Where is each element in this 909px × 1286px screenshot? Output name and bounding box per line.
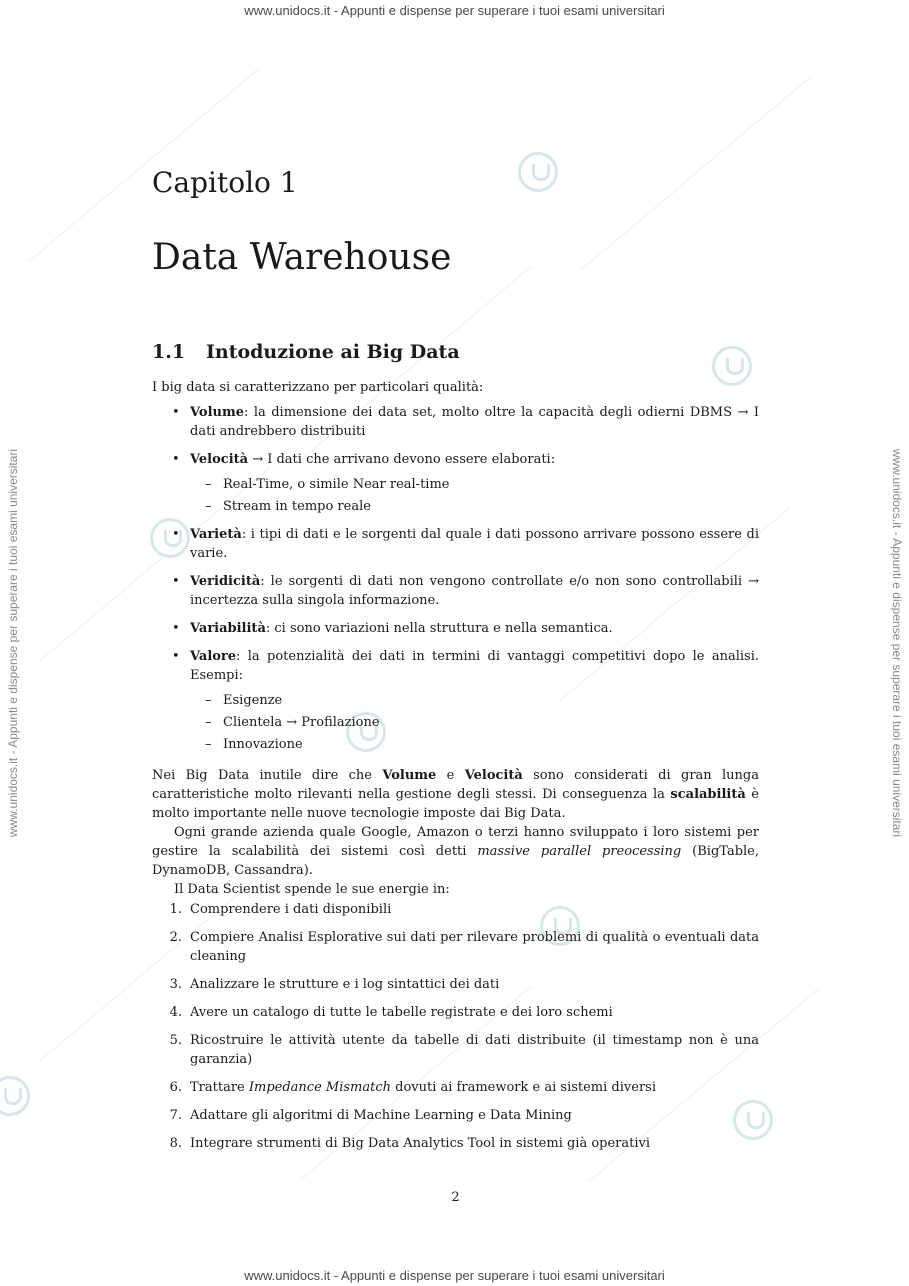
term: Volume [190,405,244,420]
body-paragraphs [152,766,759,899]
term: Variabilità [190,621,266,636]
sub-list-item: – Real-Time, o simile Near real-time [190,475,759,494]
watermark-side-left: www.unidocs.it - Appunti e dispense per superare i tuoi esami universitari [6,448,20,838]
sub-list-item: – Innovazione [190,735,759,754]
section-title: Intoduzione ai Big Data [206,341,460,363]
tasks-list-container [152,900,759,1162]
sub-list [190,691,759,754]
list-item: • Volume: la dimensione dei data set, molto oltre la capacità degli odierni DBMS → I dati andrebbero distribuiti [152,403,759,441]
watermark-logo-icon [518,152,558,192]
list-item: 7. Adattare gli algoritmi di Machine Learning e Data Mining [169,1108,572,1123]
list-item: 3. Analizzare le strutture e i log sintattici dei dati [169,977,500,992]
list-item: 4. Avere un catalogo di tutte le tabelle registrate e dei loro schemi [169,1005,613,1020]
section-heading [152,340,460,364]
intro-paragraph: I big data si caratterizzano per particolari qualità: [152,380,484,395]
term: Valore [190,649,237,664]
term: Velocità [190,452,249,467]
watermark-side-right: www.unidocs.it - Appunti e dispense per superare i tuoi esami universitari [890,448,904,838]
list-item: • Varietà: i tipi di dati e le sorgenti dal quale i dati possono arrivare possono essere di varie. [152,525,759,563]
list-item: 8. Integrare strumenti di Big Data Analytics Tool in sistemi già operativi [169,1136,651,1151]
term: Varietà [190,527,242,542]
chapter-title: Data Warehouse [152,237,452,278]
sub-list-item: – Esigenze [190,691,759,710]
chapter-label: Capitolo 1 [152,166,298,199]
qualities-list-container [152,403,759,763]
list-item: • Veridicità: le sorgenti di dati non vengono controllate e/o non sono controllabili → incertezza sulla singola informazione. [152,572,759,610]
list-item: 5. Ricostruire le attività utente da tabelle di dati distribuite (il timestamp non è una garanzia) [169,1033,759,1067]
list-item: • Variabilità: ci sono variazioni nella struttura e nella semantica. [152,619,759,638]
list-item: • Valore: la potenzialità dei dati in termini di vantaggi competitivi dopo le analisi. Esempi: – Esigenze – Clientela → Profilazione – Innovazione [152,647,759,754]
page-number: 2 [451,1190,460,1205]
watermark-logo-icon [0,1076,30,1116]
sub-list-item: – Stream in tempo reale [190,497,759,516]
qualities-list [152,403,759,754]
list-item: 6. Trattare Impedance Mismatch dovuti ai framework e ai sistemi diversi [169,1080,656,1095]
watermark-footer: www.unidocs.it - Appunti e dispense per superare i tuoi esami universitari [244,1268,665,1283]
paragraph-volume-velocity: Nei Big Data inutile dire che Volume e Velocità sono considerati di gran lunga caratteristiche molto rilevanti nella gestione degli stessi. Di conseguenza la scalabilità è molto importante nelle nuove tecnologie imposte dai Big Data. [152,768,759,821]
tasks-list [152,900,759,1153]
sub-list-item: – Clientela → Profilazione [190,713,759,732]
watermark-line [580,77,810,271]
paragraph-data-scientist: Il Data Scientist spende le sue energie in: [174,882,450,897]
watermark-header: www.unidocs.it - Appunti e dispense per superare i tuoi esami universitari [244,3,665,18]
paragraph-companies: Ogni grande azienda quale Google, Amazon o terzi hanno sviluppato i loro sistemi per gestire la scalabilità dei sistemi così detti massive parallel preocessing (BigTable, DynamoDB, Cassandra). [152,825,759,878]
watermark-line [30,67,260,261]
section-number: 1.1 [152,341,186,363]
list-item: • Velocità → I dati che arrivano devono essere elaborati: – Real-Time, o simile Near real-time – Stream in tempo reale [152,450,759,516]
term: Veridicità [190,574,261,589]
list-item: 2. Compiere Analisi Esplorative sui dati per rilevare problemi di qualità o eventuali data cleaning [169,930,759,964]
list-item: 1. Comprendere i dati disponibili [169,902,392,917]
sub-list [190,475,759,516]
